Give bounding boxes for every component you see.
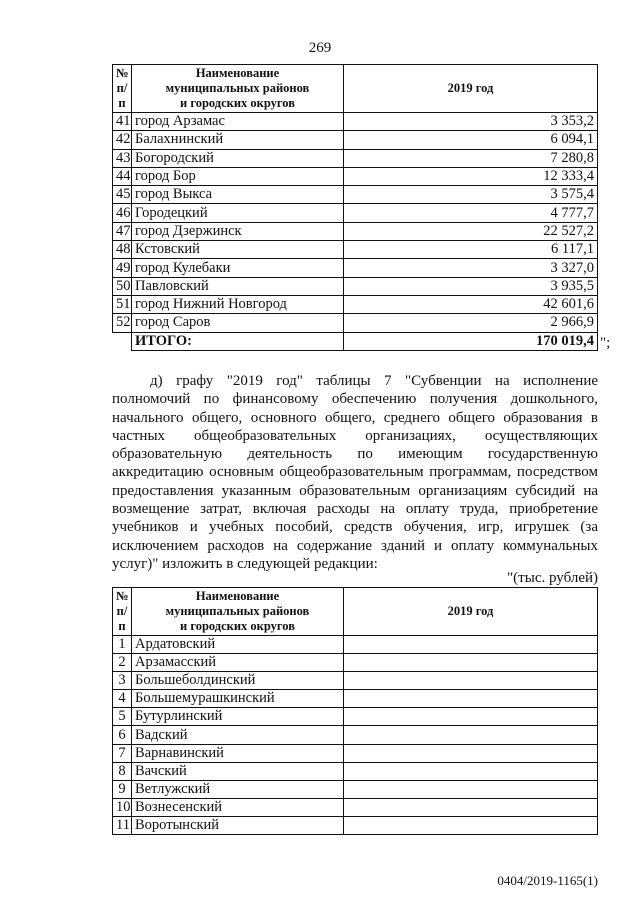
year-value <box>344 690 598 708</box>
year-value <box>344 636 598 654</box>
table-row <box>113 654 598 672</box>
district-name: Бутурлинский <box>132 708 344 726</box>
header-year: 2019 год <box>344 65 598 113</box>
district-name: Вознесенский <box>132 798 344 816</box>
row-number: 44 <box>113 167 132 185</box>
table-body <box>113 113 598 351</box>
row-number: 3 <box>113 672 132 690</box>
district-name: город Выкса <box>132 186 344 204</box>
table-row <box>113 241 598 259</box>
header-year: 2019 год <box>344 588 598 636</box>
district-name: Ветлужский <box>132 780 344 798</box>
district-name: Богородский <box>132 149 344 167</box>
table-row <box>113 167 598 185</box>
table-row <box>113 780 598 798</box>
year-value: 6 094,1 <box>344 131 598 149</box>
total-row <box>113 332 598 350</box>
row-number: 4 <box>113 690 132 708</box>
table-row <box>113 222 598 240</box>
row-number: 10 <box>113 798 132 816</box>
subsidy-table-continued <box>112 64 598 351</box>
row-number: 42 <box>113 131 132 149</box>
row-number: 51 <box>113 295 132 313</box>
row-number: 43 <box>113 149 132 167</box>
table-row <box>113 762 598 780</box>
row-number: 1 <box>113 636 132 654</box>
district-name: город Кулебаки <box>132 259 344 277</box>
document-code: 0404/2019-1165(1) <box>497 873 598 888</box>
row-number: 41 <box>113 113 132 131</box>
amendment-paragraph: д) графу "2019 год" таблицы 7 "Субвенции на исполнение полномочий по финансовому обеспечению получения дошкольного, начального общего, основного общего, среднего общего образования в частных общеобразовательных организациях, осуществляющих образовательную деятельность по имеющим государственную аккредитацию основным общеобразовательным программам, посредством предоставления указанным образовательным организациям субсидий на возмещение затрат, включая расходы на оплату труда, приобретение учебников и учебных пособий, средств обучения, игр, игрушек (за исключением расходов на содержание зданий и оплату коммунальных услуг)" изложить в следующей редакции: <box>112 373 598 572</box>
table-row <box>113 744 598 762</box>
row-number: 49 <box>113 259 132 277</box>
year-value: 7 280,8 <box>344 149 598 167</box>
district-name: Балахнинский <box>132 131 344 149</box>
year-value: 6 117,1 <box>344 241 598 259</box>
row-number: 52 <box>113 314 132 332</box>
district-name: Арзамасский <box>132 654 344 672</box>
table-row <box>113 314 598 332</box>
row-number: 9 <box>113 780 132 798</box>
year-value <box>344 672 598 690</box>
table-row <box>113 295 598 313</box>
table-row <box>113 636 598 654</box>
row-number: 7 <box>113 744 132 762</box>
table-row <box>113 113 598 131</box>
total-value: 170 019,4 <box>344 332 598 350</box>
header-number: № п/п <box>113 588 132 636</box>
row-number: 11 <box>113 816 132 834</box>
district-name: Большеболдинский <box>132 672 344 690</box>
year-value: 3 353,2 <box>344 113 598 131</box>
year-value: 3 935,5 <box>344 277 598 295</box>
year-value <box>344 780 598 798</box>
district-name: город Дзержинск <box>132 222 344 240</box>
year-value: 2 966,9 <box>344 314 598 332</box>
district-name: город Бор <box>132 167 344 185</box>
district-name: Вачский <box>132 762 344 780</box>
table-row <box>113 204 598 222</box>
table-row <box>113 816 598 834</box>
year-value: 42 601,6 <box>344 295 598 313</box>
subvention-table <box>112 587 598 835</box>
district-name: Воротынский <box>132 816 344 834</box>
table-row <box>113 708 598 726</box>
table-header-row <box>113 588 598 636</box>
district-name: Городецкий <box>132 204 344 222</box>
table-row <box>113 798 598 816</box>
district-name: Большемурашкинский <box>132 690 344 708</box>
table-row <box>113 259 598 277</box>
district-name: Павловский <box>132 277 344 295</box>
year-value <box>344 726 598 744</box>
year-value: 3 575,4 <box>344 186 598 204</box>
row-number: 48 <box>113 241 132 259</box>
year-value: 12 333,4 <box>344 167 598 185</box>
row-number: 46 <box>113 204 132 222</box>
year-value: 22 527,2 <box>344 222 598 240</box>
table-row <box>113 186 598 204</box>
row-number: 8 <box>113 762 132 780</box>
year-value: 3 327,0 <box>344 259 598 277</box>
district-name: город Арзамас <box>132 113 344 131</box>
year-value <box>344 744 598 762</box>
year-value <box>344 762 598 780</box>
district-name: Варнавинский <box>132 744 344 762</box>
year-value <box>344 654 598 672</box>
table-row <box>113 131 598 149</box>
row-number: 2 <box>113 654 132 672</box>
total-label: ИТОГО: <box>132 332 344 350</box>
header-district-name: Наименование муниципальных районов и городских округов <box>132 588 344 636</box>
table-row <box>113 690 598 708</box>
table-header-row <box>113 65 598 113</box>
page-number: 269 <box>308 40 332 56</box>
table-row <box>113 277 598 295</box>
district-name: Ардатовский <box>132 636 344 654</box>
year-value <box>344 708 598 726</box>
units-label: "(тыс. рублей) <box>507 570 598 586</box>
row-number: 6 <box>113 726 132 744</box>
total-empty-cell <box>113 332 132 350</box>
closing-quote-mark: "; <box>600 335 611 351</box>
year-value <box>344 798 598 816</box>
district-name: город Нижний Новгород <box>132 295 344 313</box>
table-body <box>113 636 598 835</box>
year-value <box>344 816 598 834</box>
district-name: город Саров <box>132 314 344 332</box>
table-row <box>113 149 598 167</box>
row-number: 50 <box>113 277 132 295</box>
table-row <box>113 672 598 690</box>
row-number: 47 <box>113 222 132 240</box>
district-name: Кстовский <box>132 241 344 259</box>
header-district-name: Наименование муниципальных районов и городских округов <box>132 65 344 113</box>
year-value: 4 777,7 <box>344 204 598 222</box>
row-number: 5 <box>113 708 132 726</box>
header-number: № п/п <box>113 65 132 113</box>
table-row <box>113 726 598 744</box>
district-name: Вадский <box>132 726 344 744</box>
row-number: 45 <box>113 186 132 204</box>
